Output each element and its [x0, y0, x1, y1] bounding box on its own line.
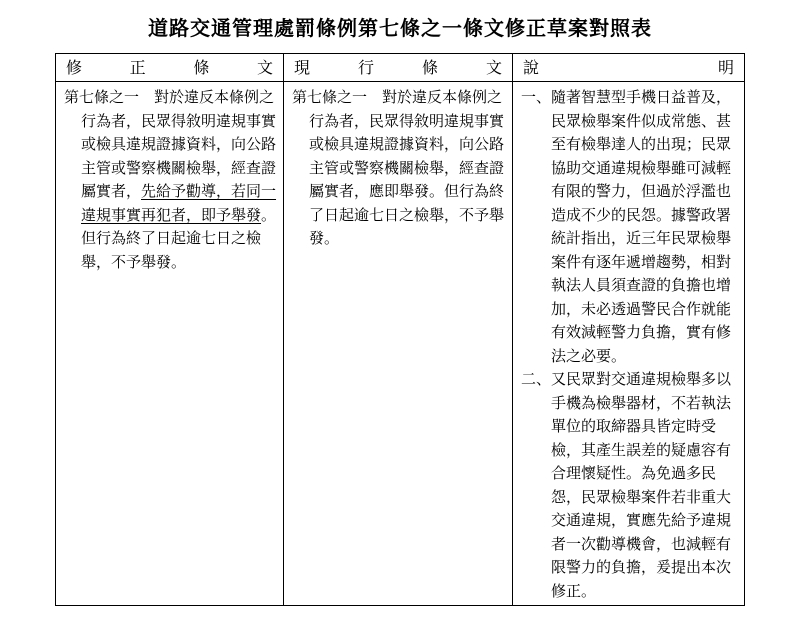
- explanation-text-cell: [513, 82, 744, 603]
- amended-column: [56, 54, 284, 605]
- header-char: 現: [294, 58, 311, 77]
- header-char: 文: [485, 58, 502, 77]
- current-header: [284, 54, 512, 82]
- item-number: 二、: [521, 370, 552, 388]
- item-number: 一、: [521, 88, 552, 106]
- header-char: 文: [256, 58, 273, 77]
- header-char: 條: [421, 58, 438, 77]
- amended-text-part2: 。但行為終了日起逾七日之檢舉，不予舉發。: [81, 205, 277, 271]
- amended-header: [56, 54, 283, 82]
- header-char: 正: [129, 58, 146, 77]
- header-char: 行: [357, 58, 374, 77]
- header-char: 修: [66, 58, 83, 77]
- amended-underlined-text: 先給予勸導，若同一違規事實再犯者，即予舉發: [81, 182, 277, 224]
- document-title: 道路交通管理處罰條例第七條之一條文修正草案對照表: [148, 16, 652, 40]
- explanation-item: [521, 86, 738, 368]
- header-char: 明: [717, 58, 734, 77]
- amended-article: [64, 86, 277, 274]
- item-text: 又民眾對交通違規檢舉多以手機為檢舉器材，不若執法單位的取締器具皆定時受檢，其產生誤差的疑慮容有合理懷疑性。為免過多民怨，民眾檢舉案件若非重大交通違規，實應先給予違規者一次勸導機會，也減輕有限警力的負擔，爰提出本次修正。: [551, 370, 732, 600]
- current-text-cell: [284, 82, 512, 251]
- header-char: 說: [523, 58, 540, 77]
- explanation-column: [513, 54, 744, 605]
- item-text: 隨著智慧型手機日益普及，民眾檢舉案件似成常態、甚至有檢舉達人的出現；民眾協助交通違規檢舉雖可減輕有限的警力，但過於浮濫也造成不少的民怨。據警政署統計指出，近三年民眾檢舉案件有逐年遞增趨勢，相對執法人員須查證的負擔也增加，未必透過警民合作就能有效減輕警力負擔，實有修法之必要。: [551, 88, 732, 365]
- explanation-item: [521, 368, 738, 603]
- header-char: 條: [193, 58, 210, 77]
- comparison-table: [55, 53, 745, 606]
- explanation-header: [513, 54, 744, 82]
- amended-text-part1: 第七條之一 對於違反本條例之行為者，民眾得敘明違規事實或檢具違規證據資料，向公路主管或警察機關檢舉，經查證屬實者，: [64, 88, 277, 200]
- current-article: 第七條之一 對於違反本條例之行為者，民眾得敘明違規事實或檢具違規證據資料，向公路主管或警察機關檢舉，經查證屬實者，應即舉發。但行為終了日起逾七日之檢舉，不予舉發。: [292, 88, 505, 247]
- amended-text-cell: [56, 82, 283, 274]
- current-column: [284, 54, 513, 605]
